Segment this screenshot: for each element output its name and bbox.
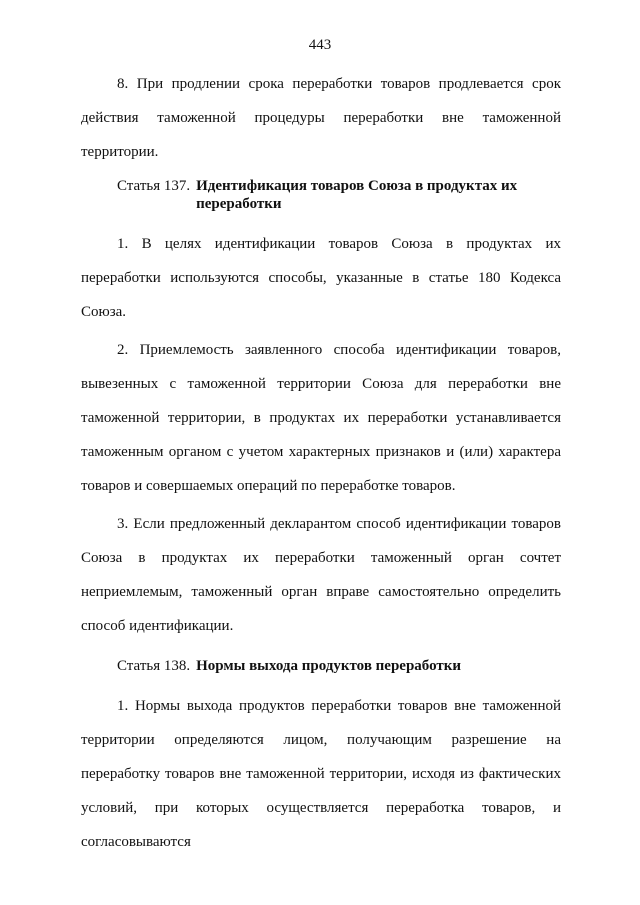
article-137-heading xyxy=(81,177,561,213)
page-number: 443 xyxy=(308,37,332,53)
document-body xyxy=(81,67,561,859)
article-title: Идентификация товаров Союза в продуктах их переработки xyxy=(196,178,518,212)
article-title: Нормы выхода продуктов переработки xyxy=(196,658,462,674)
article-label: Статья 138. xyxy=(117,658,191,674)
article-137-paragraph-3: 3. Если предложенный декларантом способ идентификации товаров Союза в продуктах их переработки таможенный орган сочтет неприемлемым, таможенный орган вправе самостоятельно определить способ идентификации. xyxy=(81,516,561,634)
article-137-paragraph-2: 2. Приемлемость заявленного способа идентификации товаров, вывезенных с таможенной территории Союза для переработки вне таможенной территории, в продуктах их переработки устанавливается таможенным органом с учетом характерных признаков и (или) характера товаров и совершаемых операций по переработке товаров. xyxy=(81,342,561,494)
article-138-paragraph-1: 1. Нормы выхода продуктов переработки товаров вне таможенной территории определяются лицом, получающим разрешение на переработку товаров вне таможенной территории, исходя из фактических условий, при которых осуществляется переработка товаров, и согласовываются xyxy=(81,698,561,850)
paragraph-8: 8. При продлении срока переработки товаров продлевается срок действия таможенной процедуры переработки вне таможенной территории. xyxy=(81,76,561,160)
article-138-heading xyxy=(81,657,561,675)
article-137-paragraph-1: 1. В целях идентификации товаров Союза в продуктах их переработки используются способы, указанные в статье 180 Кодекса Союза. xyxy=(81,236,561,320)
article-label: Статья 137. xyxy=(117,178,191,194)
